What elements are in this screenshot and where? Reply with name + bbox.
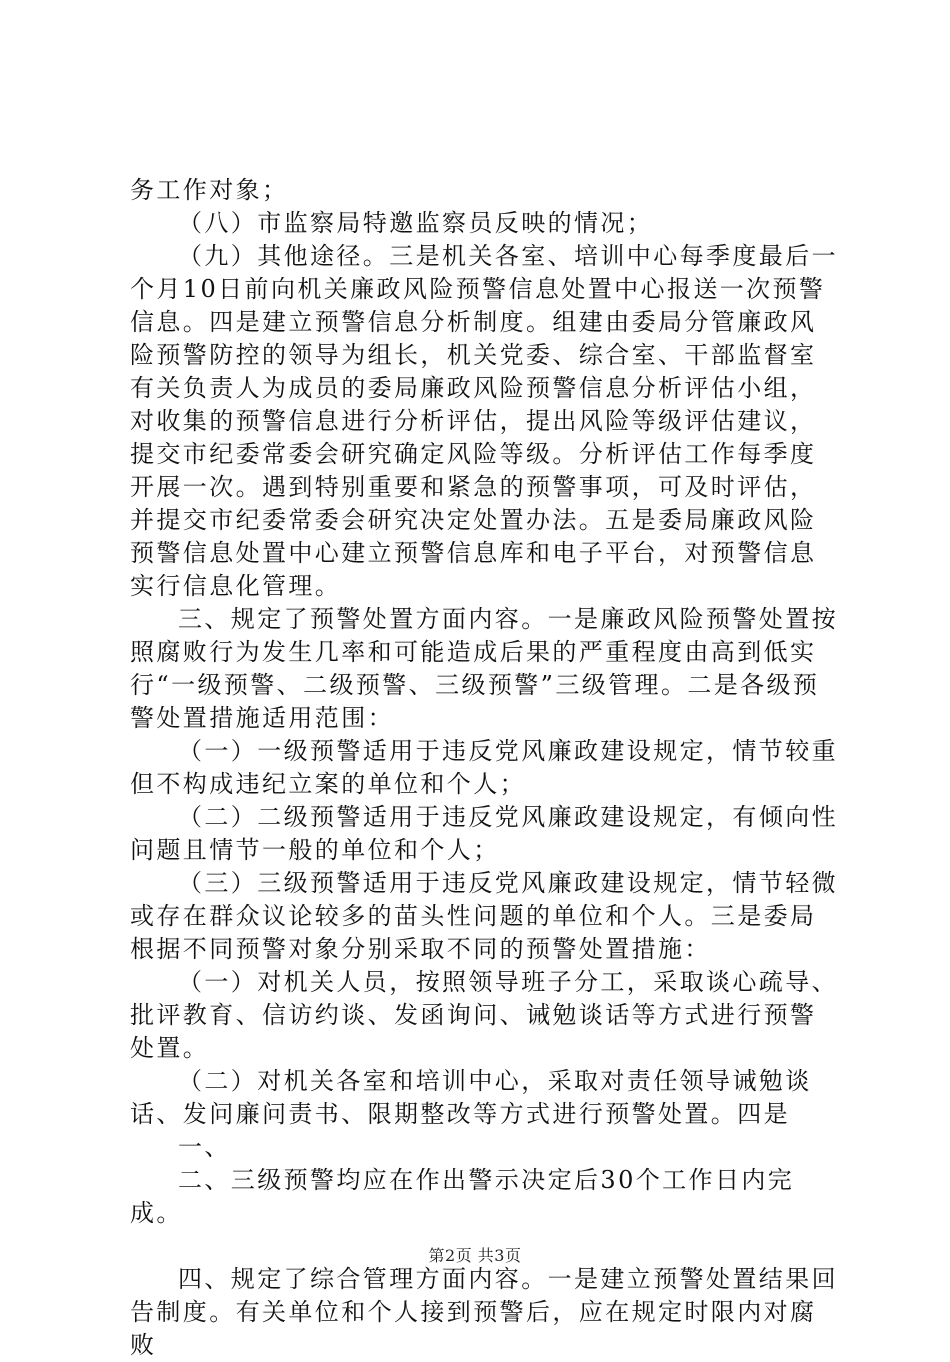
paragraph-level-2-warning: （二）二级预警适用于违反党风廉政建设规定，有倾向性问题且情节一般的单位和个人；	[130, 803, 838, 864]
document-body	[130, 174, 840, 1362]
paragraph-continuation: 务工作对象；	[130, 176, 289, 204]
paragraph-section-3: 三、规定了预警处置方面内容。一是廉政风险预警处置按照腐败行为发生几率和可能造成后果的严重程度由高到低实行“一级预警、二级预警、三级预警”三级管理。二是各级预警处置措施适用范围：	[130, 605, 838, 732]
paragraph-measures-staff: （一）对机关人员，按照领导班子分工，采取谈心疏导、批评教育、信访约谈、发函询问、诫勉谈话等方式进行预警处置。	[130, 968, 838, 1062]
paragraph-item-8: （八）市监察局特邀监察员反映的情况；	[178, 209, 654, 237]
paragraph-level-3-warning: （三）三级预警适用于违反党风廉政建设规定，情节轻微或存在群众议论较多的苗头性问题的单位和个人。三是委局根据不同预警对象分别采取不同的预警处置措施：	[130, 869, 838, 963]
paragraph-section-4: 四、规定了综合管理方面内容。一是建立预警处置结果回告制度。有关单位和个人接到预警后，应在规定时限内对腐败	[130, 1265, 838, 1359]
page-number-label: 第2页 共3页	[428, 1246, 522, 1265]
paragraph-measures-offices: （二）对机关各室和培训中心，采取对责任领导诫勉谈话、发问廉问责书、限期整改等方式进行预警处置。四是	[130, 1067, 812, 1128]
paragraph-fragment-1: 一、	[178, 1133, 231, 1161]
paragraph-item-9: （九）其他途径。三是机关各室、培训中心每季度最后一个月10日前向机关廉政风险预警信息处置中心报送一次预警信息。四是建立预警信息分析制度。组建由委局分管廉政风险预警防控的领导为组长，机关党委、综合室、干部监督室有关负责人为成员的委局廉政风险预警信息分析评估小组，对收集的预警信息进行分析评估，提出风险等级评估建议，提交市纪委常委会研究确定风险等级。分析评估工作每季度开展一次。遇到特别重要和紧急的预警事项，可及时评估，并提交市纪委常委会研究决定处置办法。五是委局廉政风险预警信息处置中心建立预警信息库和电子平台，对预警信息实行信息化管理。	[130, 242, 838, 600]
paragraph-fragment-2: 二、三级预警均应在作出警示决定后30个工作日内完成。	[130, 1166, 795, 1227]
paragraph-level-1-warning: （一）一级预警适用于违反党风廉政建设规定，情节较重但不构成违纪立案的单位和个人；	[130, 737, 838, 798]
page-footer	[0, 1243, 950, 1266]
